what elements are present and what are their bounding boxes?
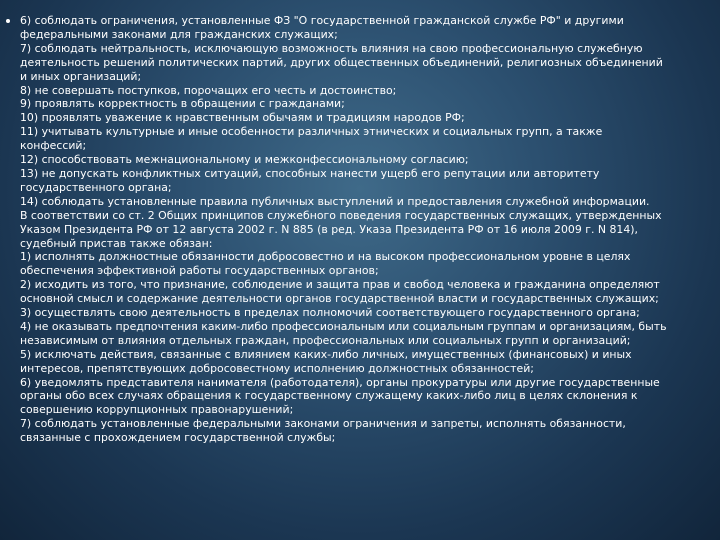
text-line: 1) исполнять должностные обязанности добросовестно и на высоком профессиональном уровне в целях: [20, 250, 631, 264]
text-line: 8) не совершать поступков, порочащих его честь и достоинство;: [20, 83, 397, 97]
text-line: 13) не допускать конфликтных ситуаций, способных нанести ущерб его репутации или авторитету: [20, 166, 600, 180]
text-line: Указом Президента РФ от 12 августа 2002 г. N 885 (в ред. Указа Президента РФ от 16 июля 2009 г. N 814),: [20, 222, 638, 236]
bullet-item: [6, 14, 710, 445]
text-line: В соответствии со ст. 2 Общих принципов служебного поведения государственных служащих, утвержденных: [20, 208, 662, 222]
text-line: основной смысл и содержание деятельности органов государственной власти и государственных служащих;: [20, 292, 659, 306]
text-line: 6) уведомлять представителя нанимателя (работодателя), органы прокуратуры или другие государственные: [20, 375, 660, 389]
text-line: обеспечения эффективной работы государственных органов;: [20, 264, 379, 278]
text-line: федеральными законами для гражданских служащих;: [20, 27, 338, 41]
text-line: 9) проявлять корректность в обращении с гражданами;: [20, 97, 345, 111]
text-line: 10) проявлять уважение к нравственным обычаям и традициям народов РФ;: [20, 111, 465, 125]
text-line: судебный пристав также обязан:: [20, 236, 213, 250]
text-line: и иных организаций;: [20, 69, 142, 83]
text-line: 12) способствовать межнациональному и межконфессиональному согласию;: [20, 153, 469, 167]
slide-body-text: [6, 14, 710, 445]
text-line: 5) исключать действия, связанные с влиянием каких-либо личных, имущественных (финансовых) и иных: [20, 347, 632, 361]
text-line: 6) соблюдать ограничения, установленные ФЗ "О государственной гражданской службе РФ" и другими: [20, 14, 624, 27]
text-line: интересов, препятствующих добросовестному исполнению должностных обязанностей;: [20, 361, 534, 375]
text-line: независимым от влияния отдельных граждан, профессиональных или социальных групп и организаций;: [20, 333, 631, 347]
text-line: 7) соблюдать установленные федеральными законами ограничения и запреты, исполнять обязанности,: [20, 417, 626, 431]
text-line: 3) осуществлять свою деятельность в пределах полномочий соответствующего государственного органа;: [20, 306, 640, 320]
text-line: государственного органа;: [20, 180, 172, 194]
text-line: 7) соблюдать нейтральность, исключающую возможность влияния на свою профессиональную служебную: [20, 41, 643, 55]
text-line: 4) не оказывать предпочтения каким-либо профессиональным или социальным группам и организациям, быть: [20, 319, 667, 333]
text-line: 11) учитывать культурные и иные особенности различных этнических и социальных групп, а также: [20, 125, 603, 139]
bullet-list: [6, 14, 710, 445]
text-line: совершению коррупционных правонарушений;: [20, 403, 294, 417]
text-line: 2) исходить из того, что признание, соблюдение и защита прав и свобод человека и гражданина определяют: [20, 278, 660, 292]
text-line: конфессий;: [20, 139, 87, 153]
text-line: деятельность решений политических партий, других общественных объединений, религиозных объединений: [20, 55, 663, 69]
text-line: 14) соблюдать установленные правила публичных выступлений и предоставления служебной информации.: [20, 194, 650, 208]
text-line: органы обо всех случаях обращения к государственному служащему каких-либо лиц в целях склонения к: [20, 389, 638, 403]
text-line: связанные с прохождением государственной службы;: [20, 431, 336, 445]
bullet-icon: [6, 19, 10, 23]
